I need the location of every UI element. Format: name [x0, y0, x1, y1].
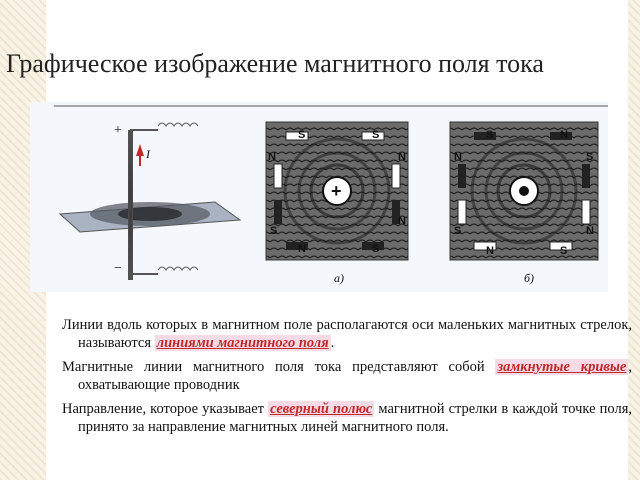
paragraph-north-pole: [62, 400, 632, 436]
panel-b-caption: б): [524, 271, 535, 285]
panel-a-needle-label: N: [268, 151, 276, 163]
panel-a-needle-label: S: [270, 225, 278, 237]
paragraph-text: Магнитные линии магнитного поля тока представляют собой: [62, 359, 496, 375]
panel-a-needle-label: S: [298, 129, 306, 141]
panel-b-needle-label: N: [454, 151, 462, 163]
paragraph-closed-curves: [62, 358, 632, 394]
panel-b-needle-label: S: [486, 129, 494, 141]
slide-title: Графическое изображение магнитного поля тока: [6, 49, 544, 79]
panel-b-needle-label: N: [486, 245, 494, 257]
panel-a: [266, 122, 408, 260]
paragraph-field-lines: [62, 316, 632, 352]
panel-b-needle-label: S: [454, 225, 462, 237]
paragraph-text: Линии вдоль которых в магнитном поле располагаются оси маленьких магнитных стрелок, называются: [62, 317, 632, 351]
minus-terminal-label: −: [114, 261, 122, 276]
term-field-lines: линиями магнитного поля: [156, 335, 329, 351]
definitions-text: [62, 316, 632, 442]
magnetic-field-figure: [30, 102, 608, 292]
panel-b-center-dot: [519, 186, 529, 196]
panel-b-needle-label: S: [560, 245, 568, 257]
term-closed-curves: замкнутые кривые: [497, 359, 627, 375]
plus-terminal-label: +: [114, 123, 122, 138]
figure-svg: [30, 102, 608, 292]
panel-a-needle-label: S: [372, 243, 380, 255]
paragraph-text: магнитной стрелки в каждой точке поля, принято за направление магнитных линей магнитного поля.: [78, 401, 632, 435]
panel-b-needle-label: N: [586, 225, 594, 237]
panel-b: [450, 122, 598, 260]
panel-b-needle-label: S: [586, 151, 594, 163]
panel-a-needle-label: S: [372, 129, 380, 141]
current-label: I: [146, 147, 150, 161]
panel-a-needle-label: N: [398, 215, 406, 227]
paragraph-text: .: [330, 335, 335, 351]
panel-a-needle-label: N: [298, 243, 306, 255]
panel-a-needle-label: N: [398, 151, 406, 163]
paragraph-text: Направление, которое указывает: [62, 401, 269, 417]
term-north-pole: северный полюс: [270, 401, 373, 417]
panel-b-needle-label: N: [560, 129, 568, 141]
paragraph-text: , охватывающие проводник: [78, 359, 632, 393]
panel-a-center-symbol: +: [331, 181, 342, 201]
panel-a-caption: а): [334, 271, 344, 285]
